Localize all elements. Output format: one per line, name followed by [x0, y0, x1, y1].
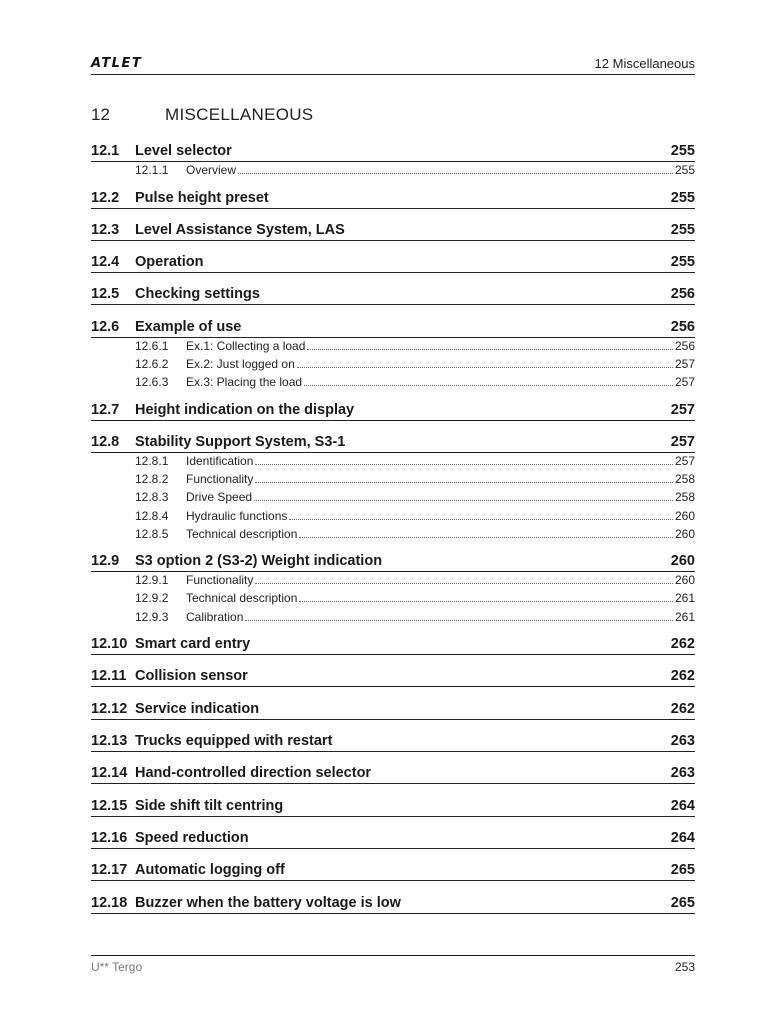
toc-subsection-entry[interactable] [135, 527, 695, 542]
dot-leader [255, 463, 673, 465]
toc-subsection-number: 12.6.3 [135, 375, 169, 390]
chapter-number: 12 [91, 105, 110, 124]
dot-leader [299, 600, 673, 602]
dot-leader [254, 499, 673, 501]
dot-leader [245, 619, 673, 621]
toc-section-number: 12.14 [91, 765, 128, 782]
toc-subsection-title: Ex.2: Just logged on [186, 356, 295, 371]
toc-section-entry[interactable] [91, 668, 695, 687]
toc-section-title: Example of use [135, 318, 242, 335]
toc-subsection-number: 12.1.1 [135, 163, 169, 177]
toc-subsection-page: 256 [674, 338, 695, 353]
toc-section-page: 264 [670, 829, 695, 846]
toc-section-number: 12.6 [91, 318, 120, 335]
toc-section-entry[interactable] [91, 895, 695, 914]
dot-leader [304, 384, 673, 386]
toc-subsection-entry[interactable] [135, 573, 695, 588]
toc-subsection-number: 12.8.2 [135, 472, 169, 487]
toc-section-entry[interactable] [91, 553, 695, 572]
toc-section-page: 262 [670, 668, 695, 685]
dot-leader [307, 348, 673, 350]
toc-section-number: 12.4 [91, 254, 120, 271]
toc-subsection-title: Calibration [186, 609, 244, 624]
toc-section-title: Level selector [135, 143, 232, 159]
toc-section-entry[interactable] [91, 636, 695, 655]
dot-leader [299, 536, 673, 538]
toc-subsection-number: 12.9.2 [135, 591, 169, 606]
page-footer [91, 955, 695, 976]
toc-subsection-title: Technical description [186, 526, 298, 541]
toc-section-entry[interactable] [91, 190, 695, 209]
toc-section-title: Stability Support System, S3-1 [135, 433, 346, 450]
toc-subsection-page: 257 [674, 356, 695, 371]
toc-subsection-title: Technical description [186, 591, 298, 606]
toc-section-number: 12.12 [91, 700, 128, 717]
toc-subsection-entry[interactable] [135, 490, 695, 505]
toc-subsection-page: 257 [674, 453, 695, 468]
toc-subsection-entry[interactable] [135, 163, 695, 178]
toc-subsection-title: Identification [186, 453, 254, 468]
toc-section-entry[interactable] [91, 222, 695, 241]
toc-subsection-title: Drive Speed [186, 490, 253, 505]
toc-subsection-entry[interactable] [135, 472, 695, 487]
toc-section-entry[interactable] [91, 765, 695, 784]
toc-section-title: Collision sensor [135, 668, 248, 685]
toc-section-title: S3 option 2 (S3-2) Weight indication [135, 553, 383, 570]
toc-section-number: 12.17 [91, 862, 128, 879]
page-header [91, 54, 695, 75]
footer-product-name: U** Tergo [91, 960, 143, 974]
toc-subsection-number: 12.8.3 [135, 490, 169, 505]
toc-section-number: 12.9 [91, 553, 120, 570]
dot-leader [255, 582, 673, 584]
toc-section-title: Automatic logging off [135, 862, 285, 879]
toc-section-page: 257 [670, 433, 695, 450]
dot-leader [297, 366, 673, 368]
toc-subsection-number: 12.9.3 [135, 609, 169, 624]
toc-subsection-number: 12.8.1 [135, 453, 169, 468]
toc-section-page: 265 [670, 894, 695, 911]
toc-section-number: 12.8 [91, 433, 120, 450]
toc-section-entry[interactable] [91, 862, 695, 881]
toc-section-number: 12.15 [91, 797, 128, 814]
dot-leader [255, 481, 673, 483]
toc-section-page: 262 [670, 636, 695, 653]
toc-section-page: 256 [670, 318, 695, 335]
toc-section-title: Buzzer when the battery voltage is low [135, 894, 401, 911]
toc-section-number: 12.11 [91, 668, 127, 685]
toc-section-page: 256 [670, 286, 695, 303]
toc-subsection-page: 258 [674, 490, 695, 505]
toc-section-title: Pulse height preset [135, 189, 269, 206]
toc-section-page: 255 [670, 254, 695, 271]
toc-subsection-title: Overview [186, 163, 237, 177]
footer-page-number: 253 [674, 960, 695, 974]
toc-section-title: Smart card entry [135, 636, 251, 653]
toc-subsection-number: 12.6.2 [135, 356, 169, 371]
toc-section-entry[interactable] [91, 143, 695, 162]
toc-section-entry[interactable] [91, 402, 695, 421]
toc-section-number: 12.2 [91, 189, 120, 206]
toc-subsection-entry[interactable] [135, 454, 695, 469]
toc-subsection-page: 260 [674, 508, 695, 523]
toc-subsection-title: Functionality [186, 472, 254, 487]
toc-section-page: 263 [670, 733, 695, 749]
toc-subsection-entry[interactable] [135, 339, 695, 354]
toc-section-number: 12.5 [91, 286, 120, 303]
toc-subsection-number: 12.9.1 [135, 573, 169, 588]
toc-section-entry[interactable] [91, 286, 695, 305]
toc-subsection-title: Functionality [186, 573, 254, 588]
dot-leader [289, 518, 673, 520]
toc-section-page: 263 [670, 765, 695, 782]
toc-subsection-page: 258 [674, 472, 695, 487]
toc-section-entry[interactable] [91, 701, 695, 720]
toc-subsection-entry[interactable] [135, 509, 695, 524]
toc-subsection-entry[interactable] [135, 357, 695, 372]
toc-subsection-page: 261 [674, 591, 695, 606]
toc-section-number: 12.10 [91, 636, 128, 653]
toc-subsection-entry[interactable] [135, 591, 695, 606]
toc-section-title: Service indication [135, 700, 260, 717]
toc-section-page: 262 [670, 700, 695, 717]
toc-section-number: 12.16 [91, 829, 128, 846]
toc-section-page: 260 [670, 553, 695, 570]
toc-subsection-page: 260 [674, 526, 695, 541]
toc-section-entry[interactable] [91, 798, 695, 817]
toc-subsection-title: Hydraulic functions [186, 508, 288, 523]
toc-section-title: Level Assistance System, LAS [135, 221, 345, 238]
toc-section-entry[interactable] [91, 830, 695, 849]
toc-section-title: Trucks equipped with restart [135, 733, 333, 749]
toc-subsection-page: 261 [674, 609, 695, 624]
toc-section-entry[interactable] [91, 254, 695, 273]
toc-section-title: Height indication on the display [135, 401, 355, 418]
toc-subsection-number: 12.8.5 [135, 526, 169, 541]
toc-section-page: 257 [670, 401, 695, 418]
toc-section-number: 12.18 [91, 894, 128, 911]
toc-section-page: 255 [670, 143, 695, 159]
toc-subsection-page: 255 [674, 163, 695, 177]
toc-section-number: 12.3 [91, 221, 120, 238]
toc-subsection-title: Ex.3: Placing the load [186, 375, 303, 390]
toc-section-number: 12.7 [91, 401, 120, 418]
atlet-logo: ATLET [91, 56, 143, 71]
toc-section-number: 12.13 [91, 733, 128, 749]
toc-subsection-page: 257 [674, 375, 695, 390]
toc-section-number: 12.1 [91, 143, 120, 159]
toc-section-title: Checking settings [135, 286, 260, 303]
toc-section-title: Operation [135, 254, 204, 271]
toc-section-entry[interactable] [91, 319, 695, 338]
toc-subsection-page: 260 [674, 573, 695, 588]
toc-section-title: Speed reduction [135, 829, 249, 846]
toc-subsection-title: Ex.1: Collecting a load [186, 338, 306, 353]
toc-section-entry[interactable] [91, 733, 695, 752]
toc-subsection-number: 12.8.4 [135, 508, 169, 523]
toc-subsection-entry[interactable] [135, 610, 695, 625]
chapter-title: MISCELLANEOUS [165, 105, 314, 124]
toc-section-page: 264 [670, 797, 695, 814]
toc-section-title: Side shift tilt centring [135, 797, 284, 814]
toc-subsection-number: 12.6.1 [135, 338, 169, 353]
dot-leader [238, 172, 673, 174]
toc-section-page: 255 [670, 221, 695, 238]
toc-section-title: Hand-controlled direction selector [135, 765, 372, 782]
toc-section-page: 265 [670, 862, 695, 879]
header-chapter-ref: 12 Miscellaneous [594, 56, 695, 71]
toc-section-page: 255 [670, 189, 695, 206]
toc-section-entry[interactable] [91, 434, 695, 453]
toc-subsection-entry[interactable] [135, 375, 695, 390]
